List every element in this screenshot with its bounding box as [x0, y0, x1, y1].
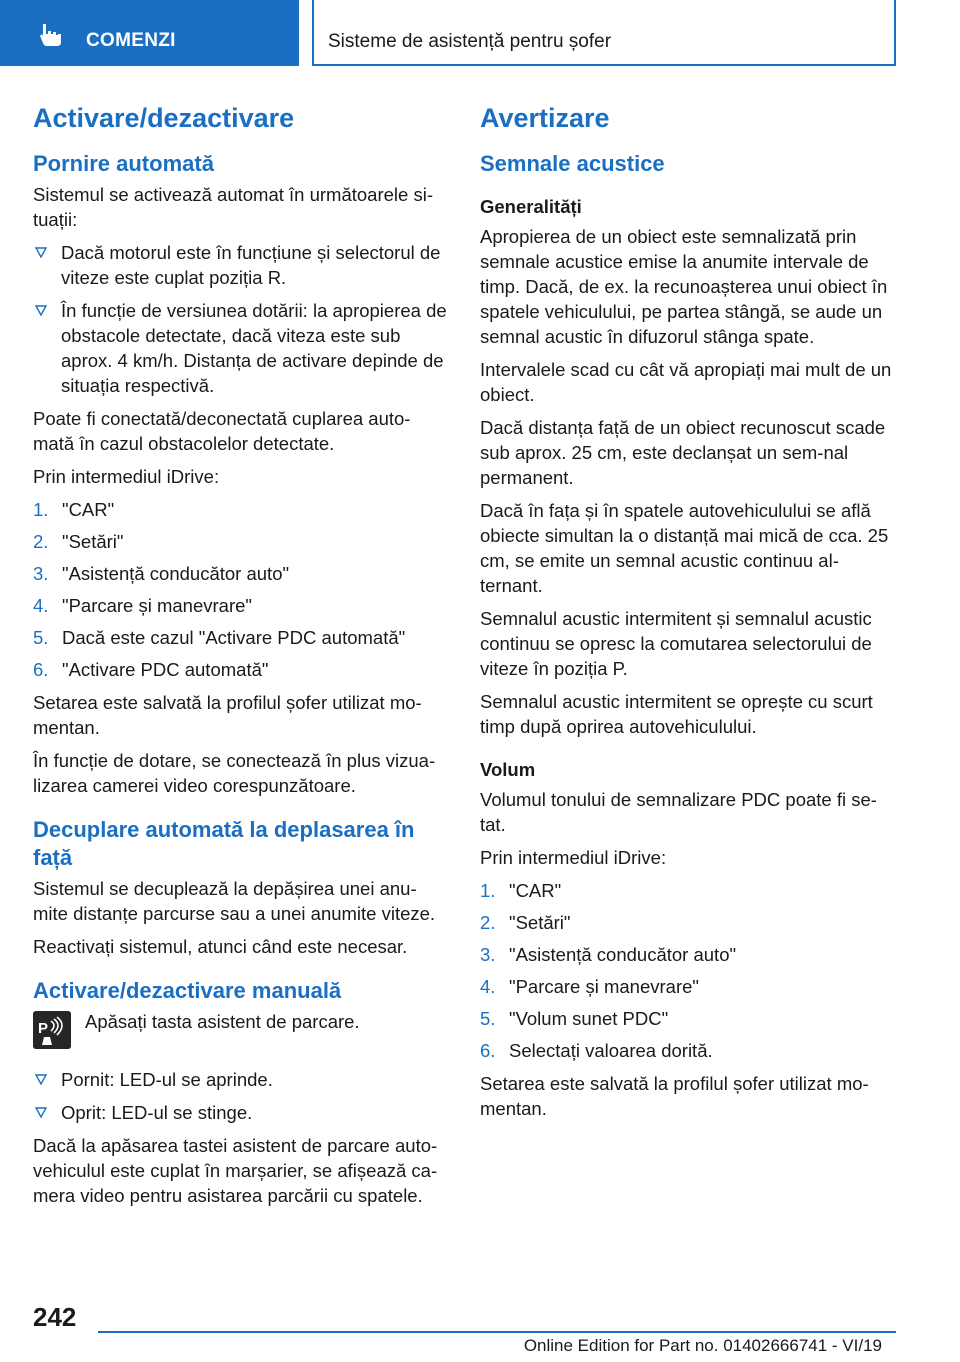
general-p1: Apropierea de un obiect este semnalizată prin semnale acustice emise la anumite intervale de timp. Dacă, de ex. la recunoașterea unui obiect în spatele vehiculului, pe partea stângă, se aude un semnal acustic în difuzorul stânga spate.: [480, 226, 888, 347]
manual-icon-row: [33, 1009, 448, 1051]
section-tab[interactable]: [0, 0, 299, 66]
triangle-bullet-icon: [35, 1074, 47, 1085]
right-column: [480, 100, 895, 1129]
section-title: Activare/dezactivare: [33, 103, 295, 133]
list-item: În funcție de versiunea dotării: la apropierea de obstacole detectate, dacă viteza este sub aprox. 4 km/h. Distanța de activare depinde de situația respectivă.: [33, 298, 448, 398]
general-p6: Semnalul acustic intermitent se oprește cu scurt timp după oprirea autovehiculului.: [480, 691, 873, 737]
decouple-text: Sistemul se decuplează la depășirea unei anu-mite distanțe parcurse sau a unei anumite viteze.: [33, 878, 436, 924]
triangle-bullet-icon: [35, 247, 47, 258]
general-p2: Intervalele scad cu cât vă apropiați mai mult de un obiect.: [480, 359, 892, 405]
general-p3: Dacă distanța față de un obiect recunoscut scade sub aprox. 25 cm, este declanșat un sem-nal permanent.: [480, 417, 886, 488]
edition-footer: Online Edition for Part no. 01402666741 - VI/19: [523, 1336, 882, 1355]
volume-heading: Volum: [480, 759, 536, 780]
chapter-title: Sisteme de asistență pentru șofer: [328, 31, 612, 52]
volume-text: Volumul tonului de semnalizare PDC poate fi se-tat.: [480, 789, 877, 835]
step-item: 2. "Setări": [480, 912, 571, 933]
idrive-steps: [480, 878, 895, 1063]
idrive-intro: Prin intermediul iDrive:: [33, 466, 220, 487]
idrive-steps: [33, 497, 448, 682]
step-item: 4. "Parcare și manevrare": [480, 976, 699, 997]
step-item: 5. "Volum sunet PDC": [480, 1008, 669, 1029]
triangle-bullet-icon: [35, 305, 47, 316]
general-p4: Dacă în fața și în spatele autovehiculului se află obiecte simultan la o distanță mai mică de cca. 25 cm, se emite un semnal acustic continuu al-ternant.: [480, 500, 889, 596]
park-assist-button-icon: [33, 1011, 71, 1049]
step-item: 5. Dacă este cazul "Activare PDC automată": [33, 627, 406, 648]
coupling-text: Poate fi conectată/deconectată cuplarea auto-mată în cazul obstacolelor detectate.: [33, 408, 411, 454]
section-label: COMENZI: [86, 30, 176, 51]
list-item: Oprit: LED-ul se stinge.: [33, 1100, 448, 1125]
list-item: Pornit: LED-ul se aprinde.: [33, 1067, 448, 1092]
list-item: Dacă motorul este în funcțiune și selectorul de viteze este cuplat poziția R.: [33, 240, 448, 290]
manual-list: [33, 1067, 448, 1125]
reactivate-text: Reactivați sistemul, atunci când este necesar.: [33, 936, 408, 957]
camera-text: În funcție de dotare, se conectează în plus vizua-lizarea camerei video corespunzătoare.: [33, 750, 436, 796]
page-number: 242: [33, 1302, 77, 1332]
saved-text: Setarea este salvată la profilul șofer utilizat mo-mentan.: [33, 692, 422, 738]
auto-on-list: [33, 240, 448, 398]
step-item: 6. "Activare PDC automată": [33, 659, 269, 680]
step-item: 4. "Parcare și manevrare": [33, 595, 252, 616]
general-heading: Generalități: [480, 196, 582, 217]
signals-heading: Semnale acustice: [480, 151, 665, 176]
general-p5: Semnalul acustic intermitent și semnalul acustic continuu se opresc la comutarea selectorului de viteze în poziția P.: [480, 608, 872, 679]
step-item: 1. "CAR": [480, 880, 562, 901]
manual-icon-text: Apăsați tasta asistent de parcare.: [85, 1011, 360, 1032]
chapter-header: [312, 0, 896, 66]
footer-divider: [98, 1331, 896, 1333]
left-column: [33, 100, 448, 1216]
idrive-intro: Prin intermediul iDrive:: [480, 847, 667, 868]
pointing-hand-icon: [38, 22, 64, 48]
auto-on-intro: Sistemul se activează automat în următoarele si-tuații:: [33, 184, 433, 230]
reverse-text: Dacă la apăsarea tastei asistent de parcare auto-vehiculul este cuplat în marșarier, se afișează ca-mera video pentru asistarea parcării cu spatele.: [33, 1135, 438, 1206]
saved-text: Setarea este salvată la profilul șofer utilizat mo-mentan.: [480, 1073, 869, 1119]
step-item: 3. "Asistență conducător auto": [33, 563, 290, 584]
auto-on-heading: Pornire automată: [33, 151, 214, 176]
step-item: 3. "Asistență conducător auto": [480, 944, 737, 965]
svg-text:P: P: [38, 1020, 49, 1037]
step-item: 6. Selectați valoarea dorită.: [480, 1040, 713, 1061]
step-item: 2. "Setări": [33, 531, 124, 552]
decouple-heading: Decuplare automată la deplasarea în față: [33, 817, 415, 870]
triangle-bullet-icon: [35, 1107, 47, 1118]
manual-heading: Activare/dezactivare manuală: [33, 978, 342, 1003]
section-title: Avertizare: [480, 103, 610, 133]
step-item: 1. "CAR": [33, 499, 115, 520]
